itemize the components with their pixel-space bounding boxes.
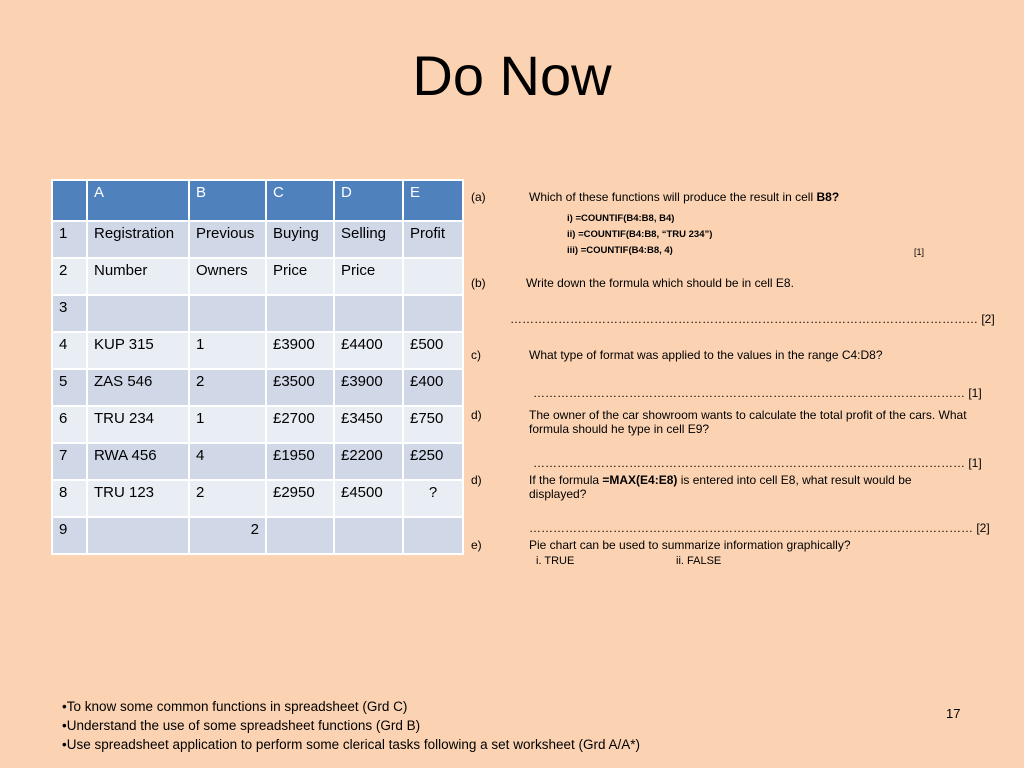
option-iii: iii) =COUNTIF(B4:B8, 4): [567, 245, 673, 256]
table-cell: £2950: [266, 480, 334, 517]
table-cell: 5: [52, 369, 87, 406]
table-cell: £400: [403, 369, 463, 406]
spreadsheet-table: [51, 179, 464, 555]
table-cell: TRU 123: [87, 480, 189, 517]
table-cell: £2200: [334, 443, 403, 480]
table-cell: [403, 295, 463, 332]
question-text-rest: is entered into cell E8, what result would be displayed?: [529, 473, 912, 501]
page-title: Do Now: [412, 44, 612, 107]
table-cell: [189, 295, 266, 332]
objective-item: •To know some common functions in spreadsheet (Grd C): [62, 699, 408, 714]
table-row: [52, 369, 463, 406]
table-cell: [403, 258, 463, 295]
table-cell: [87, 295, 189, 332]
table-cell: £4500: [334, 480, 403, 517]
question-label: (a): [471, 190, 486, 204]
table-row: [52, 258, 463, 295]
option-ii: ii) =COUNTIF(B4:B8, “TRU 234”): [567, 229, 713, 240]
table-cell: [403, 517, 463, 554]
question-label: (b): [471, 276, 486, 290]
answer-line-b: ……………………………………………………………………………………………………… [2]: [510, 312, 995, 326]
option-false: ii. FALSE: [676, 555, 722, 567]
question-label: d): [471, 408, 482, 422]
table-cell: Owners: [189, 258, 266, 295]
table-cell: 7: [52, 443, 87, 480]
table-row: [52, 406, 463, 443]
question-text: [529, 190, 979, 204]
table-cell: £4400: [334, 332, 403, 369]
table-cell: 1: [189, 406, 266, 443]
table-cell: £1950: [266, 443, 334, 480]
table-cell: £750: [403, 406, 463, 443]
table-cell: 8: [52, 480, 87, 517]
table-cell: Profit: [403, 221, 463, 258]
header-cell: E: [403, 180, 463, 221]
header-cell: A: [87, 180, 189, 221]
objectives-list: [62, 697, 640, 754]
table-cell: Price: [266, 258, 334, 295]
page-number: 17: [946, 706, 961, 721]
table-cell: £2700: [266, 406, 334, 443]
question-text: [529, 473, 959, 501]
table-cell: 2: [189, 480, 266, 517]
option-i: i) =COUNTIF(B4:B8, B4): [567, 213, 675, 224]
header-cell: [52, 180, 87, 221]
table-cell: 2: [189, 369, 266, 406]
question-text-main: If the formula: [529, 473, 603, 487]
question-text-main: Which of these functions will produce the result in cell: [529, 190, 817, 204]
table-cell: Price: [334, 258, 403, 295]
answer-line-d2: ………………………………………………………………………………………………… [2]: [529, 521, 990, 535]
question-label: d): [471, 473, 482, 487]
table-cell: [266, 517, 334, 554]
option-true: i. TRUE: [536, 555, 575, 567]
header-cell: B: [189, 180, 266, 221]
question-text-bold: B8?: [816, 190, 840, 204]
question-text: The owner of the car showroom wants to calculate the total profit of the cars. What formula should he type in cell E9?: [529, 408, 967, 436]
table-cell: [87, 517, 189, 554]
table-cell: 3: [52, 295, 87, 332]
table-row: [52, 480, 463, 517]
table-row: [52, 221, 463, 258]
table-cell: RWA 456: [87, 443, 189, 480]
table-row: [52, 443, 463, 480]
table-cell: ?: [403, 480, 463, 517]
objective-item: •Use spreadsheet application to perform some clerical tasks following a set worksheet (Grd A/A*): [62, 737, 640, 752]
question-label: e): [471, 538, 482, 552]
table-cell: £250: [403, 443, 463, 480]
header-cell: D: [334, 180, 403, 221]
table-row: [52, 332, 463, 369]
table-cell: 1: [189, 332, 266, 369]
table-cell: £3900: [266, 332, 334, 369]
objective-item: •Understand the use of some spreadsheet functions (Grd B): [62, 718, 421, 733]
table-cell: 2: [52, 258, 87, 295]
table-header-row: [52, 180, 463, 221]
table-row: [52, 295, 463, 332]
table-cell: Registration: [87, 221, 189, 258]
table-cell: £500: [403, 332, 463, 369]
marks-a: [1]: [914, 247, 925, 257]
table-cell: ZAS 546: [87, 369, 189, 406]
table-row: [52, 517, 463, 554]
table-cell: 1: [52, 221, 87, 258]
table-cell: KUP 315: [87, 332, 189, 369]
table-cell: [266, 295, 334, 332]
table-cell: TRU 234: [87, 406, 189, 443]
table-cell: Number: [87, 258, 189, 295]
header-cell: C: [266, 180, 334, 221]
table-cell: 6: [52, 406, 87, 443]
question-label: c): [471, 348, 481, 362]
table-cell: 9: [52, 517, 87, 554]
table-cell: 4: [52, 332, 87, 369]
table-cell: £3900: [334, 369, 403, 406]
table-cell: Buying: [266, 221, 334, 258]
question-text: Pie chart can be used to summarize information graphically?: [529, 538, 851, 552]
question-text-bold: =MAX(E4:E8): [602, 473, 678, 487]
table-cell: 2: [189, 517, 266, 554]
table-cell: [334, 295, 403, 332]
answer-line-d1: ……………………………………………………………………………………………… [1]: [533, 456, 982, 470]
table-cell: £3450: [334, 406, 403, 443]
table-cell: 4: [189, 443, 266, 480]
question-text: Write down the formula which should be in cell E8.: [526, 276, 794, 290]
question-text: What type of format was applied to the values in the range C4:D8?: [529, 348, 883, 362]
table-cell: [334, 517, 403, 554]
table-cell: Selling: [334, 221, 403, 258]
table-cell: Previous: [189, 221, 266, 258]
table-cell: £3500: [266, 369, 334, 406]
answer-line-c: ……………………………………………………………………………………………… [1]: [533, 386, 982, 400]
